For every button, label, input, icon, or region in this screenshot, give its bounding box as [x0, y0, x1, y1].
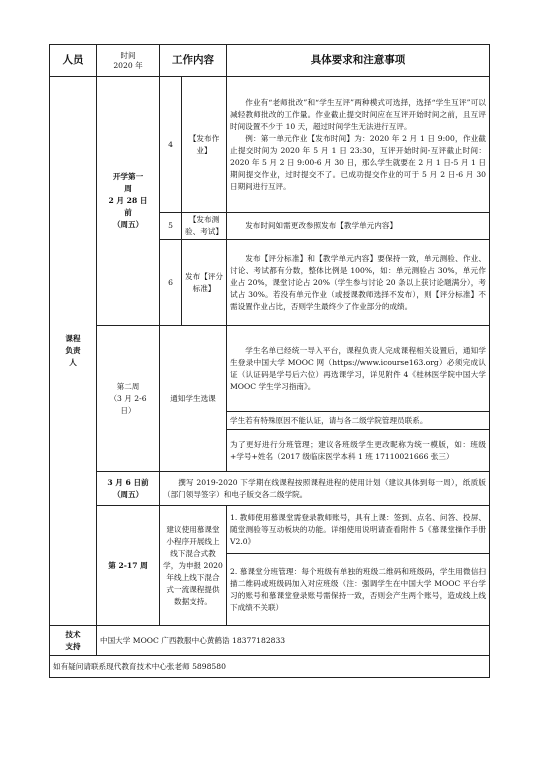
task-title: 【发布作业】	[182, 77, 227, 213]
role-cell: 课程 负责 人	[50, 77, 97, 626]
support-text: 中国大学 MOOC 广西教服中心黄鹤诰 18377182833	[97, 626, 490, 656]
period2-cell: 第二周 （3 月 2-6 日）	[97, 326, 160, 472]
period2-task: 通知学生选课	[160, 326, 227, 472]
task-number: 6	[160, 240, 182, 326]
header-work: 工作内容	[160, 45, 227, 77]
task-title: 【发布测验、考试】	[182, 213, 227, 240]
table-row	[50, 506, 490, 554]
period4-note: 1. 教师使用慕课堂需登录教师账号，具有上课：签到、点名、问答、投屏、随堂测验等互动板块的功能。详细使用说明请查看附件 5《慕课堂操作手册 V2.0》	[227, 506, 490, 554]
header-time: 时间 2020 年	[97, 45, 160, 77]
header-person: 人员	[50, 45, 97, 77]
period2-note: 学生名单已经统一导入平台，课程负责人完成课程相关设置后，通知学生登录中国大学 MOOC 网（https://www.icourse163.org）必须完成认证（认证码是学号后六位）再选课学习，详见附件 4《桂林医学院中国大学 MOOC 学生学习指南》。	[227, 326, 490, 412]
task-number: 4	[160, 77, 182, 213]
task-number: 5	[160, 213, 182, 240]
task-title: 发布【评分标准】	[182, 240, 227, 326]
footer-row	[50, 656, 490, 678]
period4-note: 2. 慕课堂分班管理：每个班级有单独的班级二维码和班级码，学生用微信扫描二维码或班级码加入对应班级（注：强调学生在中国大学 MOOC 平台学习的账号和慕课堂登录账号需保持一致，否则会产生两个账号，造成线上线下成绩不关联）	[227, 554, 490, 626]
footer-text: 如有疑问请联系现代教育技术中心张老师 5898580	[50, 656, 490, 678]
table-row	[50, 326, 490, 412]
header-requirements: 具体要求和注意事项	[227, 45, 490, 77]
support-row	[50, 626, 490, 656]
task-notes: 作业有“老师批改”和“学生互评”两种模式可选择，选择“学生互评”可以减轻教师批改的工作量。作业截止提交时间应在互评开始时间之前，且互评时间设置不少于 10 天，超过时间学生无法进行互评。 例：第一单元作业【发布时间】为：2020 年 2 月 1 日 9:00，作业截止提交时间为 2020 年 5 月 1 日 23:30，互评开始时间-互评截止时间：2020 年 5 月 2 日 9:00-6 月 30 日，那么学生就要在 2 月 1 日-5 月 1 日期间提交作业，过时提交不了。已成功提交作业的可于 5 月 2 日-6 月 30 日期间进行互评。	[227, 77, 490, 213]
table-row	[50, 472, 490, 506]
period4-task: 建议使用慕课堂小程序开展线上线下混合式教学，为申报 2020 年线上线下混合式一流课程提供数据支持。	[160, 506, 227, 626]
period1-cell: 开学第一 周 2 月 28 日 前 （周五）	[97, 77, 160, 326]
task-notes: 发布时间如需更改参照发布【教学单元内容】	[227, 213, 490, 240]
support-label: 技术 支持	[50, 626, 97, 656]
period2-note: 为了更好进行分班管理；建议各班级学生更改昵称为统一模版，如：班级+学号+姓名（2017 级临床医学本科 1 班 17110021666 张三）	[227, 430, 490, 472]
period3-text: 撰写 2019-2020 下学期在线课程按照课程进程的使用计划（建议具体到每一周），纸质版（部门领导签字）和电子版交各二级学院。	[160, 472, 490, 506]
period4-cell: 第 2-17 周	[97, 506, 160, 626]
task-notes: 发布【评分标准】和【教学单元内容】要保持一致，单元测验、作业、讨论、考试都有分数，整体比例是 100%，如：单元测验占 30%，单元作业占 20%，课堂讨论占 20%（学生参与讨论 20 条以上获讨论题满分），考试占 30%。若没有单元作业（或授课教师选择不发布），则【评分标准】不需设置作业占比，否则学生最终少了作业部分的成绩。	[227, 240, 490, 326]
period2-note: 学生若有特殊原因不能认证，请与各二级学院管理员联系。	[227, 412, 490, 430]
period3-cell: 3 月 6 日前 （周五）	[97, 472, 160, 506]
table-row	[50, 77, 490, 213]
table-header-row	[50, 45, 490, 77]
schedule-table	[49, 44, 490, 678]
